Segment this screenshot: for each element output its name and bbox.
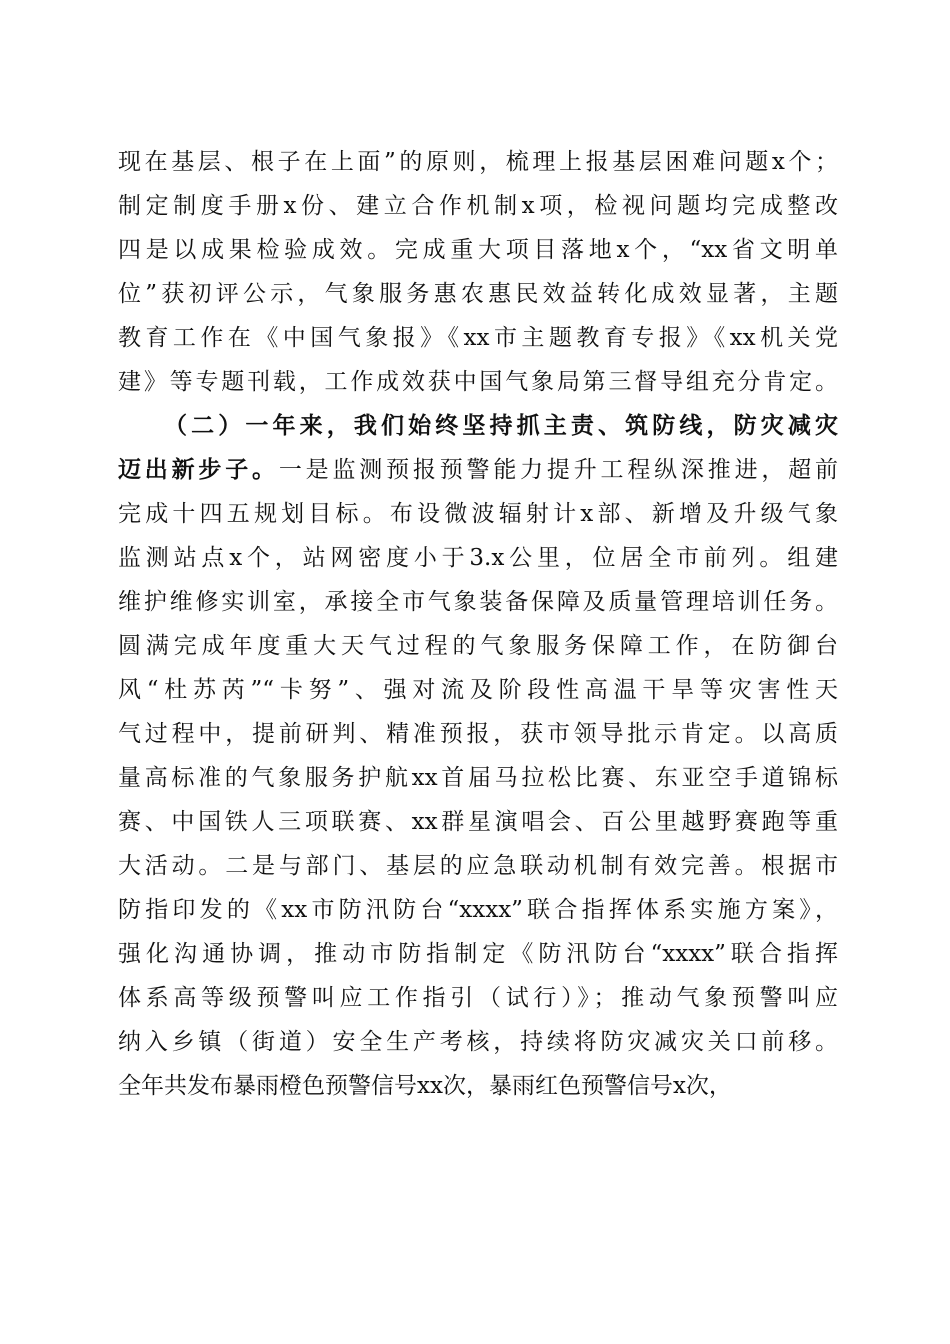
text-line: 赛、中国铁人三项联赛、xx群星演唱会、百公里越野赛跑等重 — [118, 809, 838, 835]
text-line: 大活动。二是与部门、基层的应急联动机制有效完善。根据市 — [118, 853, 838, 879]
text-line — [118, 448, 838, 492]
text-line: 四是以成果检验成效。完成重大项目落地x个，“xx省文明单 — [118, 237, 838, 263]
text-line: 量高标准的气象服务护航xx首届马拉松比赛、东亚空手道锦标 — [118, 765, 838, 791]
text-line: 现在基层、根子在上面”的原则，梳理上报基层困难问题x个； — [118, 149, 838, 175]
text-line: 建》等专题刊载，工作成效获中国气象局第三督导组充分肯定。 — [118, 369, 838, 395]
text-line: 气过程中，提前研判、精准预报，获市领导批示肯定。以高质 — [118, 721, 838, 747]
body-text — [118, 140, 838, 1108]
text-line: 纳入乡镇（街道）安全生产考核，持续将防灾减灾关口前移。 — [118, 1029, 838, 1055]
section-heading-line: （二）一年来，我们始终坚持抓主责、筑防线，防灾减灾 — [164, 412, 838, 439]
text-line: 制定制度手册x份、建立合作机制x项，检视问题均完成整改 — [118, 193, 838, 219]
text-line: 圆满完成年度重大天气过程的气象服务保障工作，在防御台 — [118, 633, 838, 659]
section-heading-tail: 迈出新步子。 — [118, 456, 279, 483]
text-span: 一是监测预报预警能力提升工程纵深推进，超前 — [278, 457, 839, 483]
text-line: 体系高等级预警叫应工作指引（试行）》；推动气象预警叫应 — [118, 985, 838, 1011]
text-line: 防指印发的《xx市防汛防台“xxxx”联合指挥体系实施方案》， — [118, 897, 838, 923]
text-line: 维护维修实训室，承接全市气象装备保障及质量管理培训任务。 — [118, 589, 838, 615]
text-line: 全年共发布暴雨橙色预警信号xx次，暴雨红色预警信号x次， — [118, 1073, 732, 1099]
text-line: 位”获初评公示，气象服务惠农惠民效益转化成效显著，主题 — [118, 281, 838, 307]
text-line: 教育工作在《中国气象报》《xx市主题教育专报》《xx机关党 — [118, 325, 838, 351]
text-line: 强化沟通协调，推动市防指制定《防汛防台“xxxx”联合指挥 — [118, 941, 838, 967]
text-line: 监测站点x个，站网密度小于3.x公里，位居全市前列。组建 — [118, 545, 838, 571]
text-line: 风“杜苏芮”“卡努”、强对流及阶段性高温干旱等灾害性天 — [118, 677, 838, 703]
text-line: 完成十四五规划目标。布设微波辐射计x部、新增及升级气象 — [118, 501, 838, 527]
